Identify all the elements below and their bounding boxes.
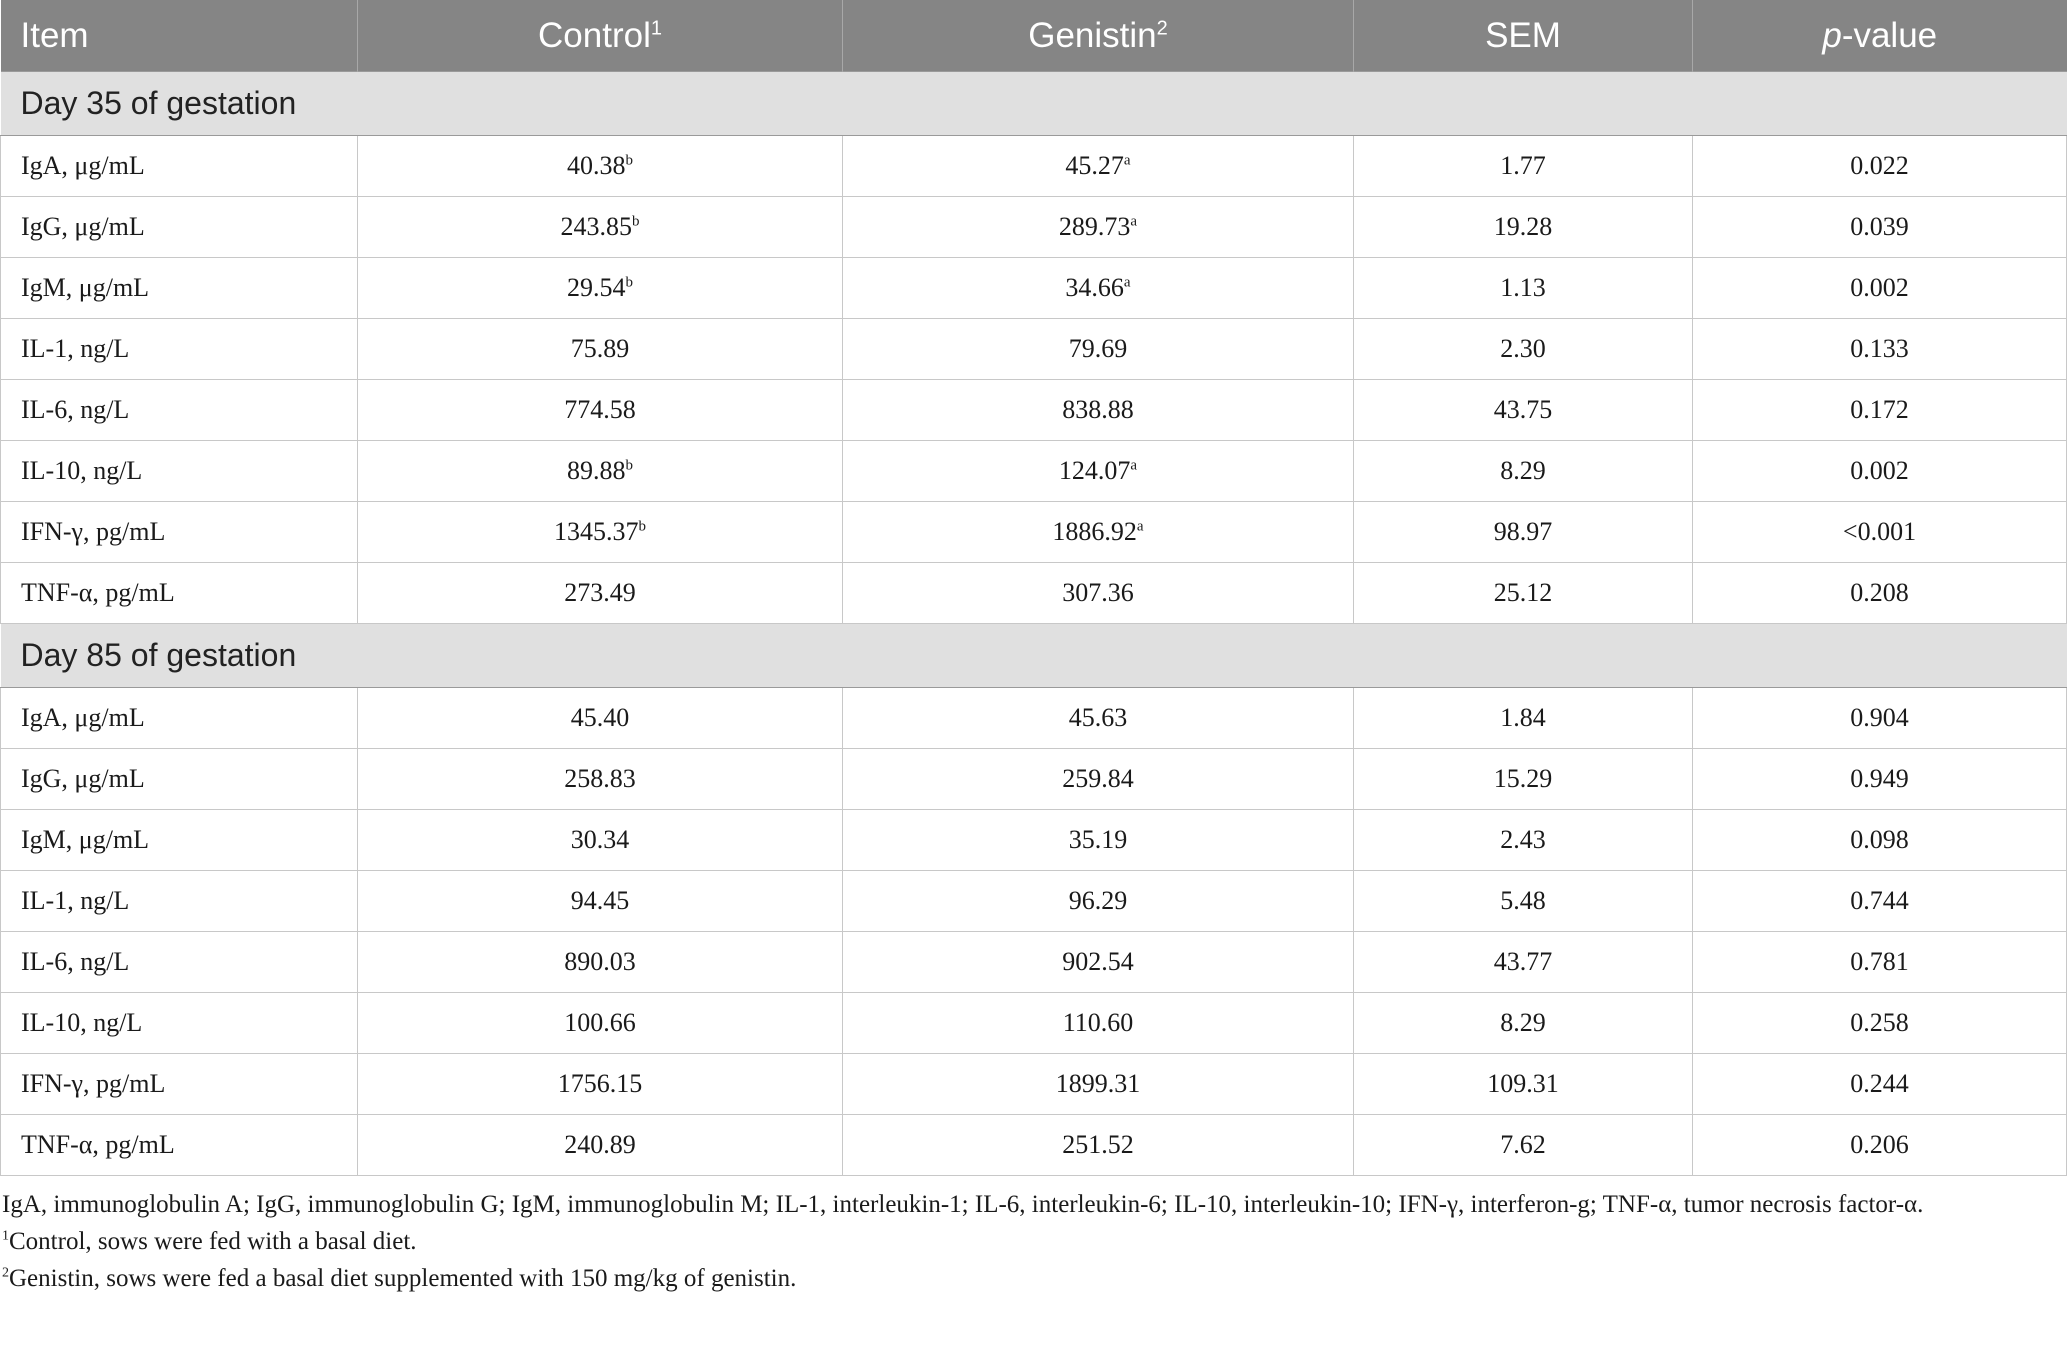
table-row <box>1 932 2067 993</box>
cell-sem: 2.30 <box>1354 319 1693 380</box>
cell-control-value: 890.03 <box>564 947 636 976</box>
cell-item: IgA, μg/mL <box>1 688 358 749</box>
section-row <box>1 72 2067 136</box>
cell-genistin-value: 259.84 <box>1062 764 1134 793</box>
cell-genistin <box>843 380 1354 441</box>
cell-item: TNF-α, pg/mL <box>1 1115 358 1176</box>
section-row <box>1 624 2067 688</box>
table-row <box>1 749 2067 810</box>
cell-control-value: 258.83 <box>564 764 636 793</box>
cell-genistin-value: 251.52 <box>1062 1130 1134 1159</box>
cell-control-value: 240.89 <box>564 1130 636 1159</box>
cell-genistin-value: 35.19 <box>1068 825 1128 854</box>
cell-p-value: 0.244 <box>1693 1054 2067 1115</box>
cell-item: IL-6, ng/L <box>1 932 358 993</box>
cell-genistin-superscript: a <box>1130 457 1138 474</box>
header-control <box>358 0 843 72</box>
cell-item: IFN-γ, pg/mL <box>1 502 358 563</box>
cell-genistin <box>843 319 1354 380</box>
cell-genistin-superscript: a <box>1123 152 1131 169</box>
cell-genistin-value: 1886.92 <box>1052 517 1137 546</box>
cell-p-value: 0.258 <box>1693 993 2067 1054</box>
footnote-1-text: Control, sows were fed with a basal diet. <box>9 1228 417 1255</box>
cell-control-value: 40.38 <box>567 151 626 180</box>
table-row <box>1 441 2067 502</box>
cell-genistin <box>843 688 1354 749</box>
cell-sem: 98.97 <box>1354 502 1693 563</box>
cell-genistin-value: 838.88 <box>1062 395 1134 424</box>
table-row <box>1 563 2067 624</box>
cell-item: IgM, μg/mL <box>1 810 358 871</box>
cell-control-value: 75.89 <box>570 334 630 363</box>
cell-genistin <box>843 563 1354 624</box>
cell-sem: 1.84 <box>1354 688 1693 749</box>
cell-control-superscript: b <box>625 152 633 169</box>
table-header <box>1 0 2067 72</box>
cell-item: IL-10, ng/L <box>1 993 358 1054</box>
cell-p-value: 0.744 <box>1693 871 2067 932</box>
table-row <box>1 258 2067 319</box>
table-row <box>1 502 2067 563</box>
cell-item: TNF-α, pg/mL <box>1 563 358 624</box>
header-p-value <box>1693 0 2067 72</box>
cell-control-superscript: b <box>625 457 633 474</box>
cell-control-value: 100.66 <box>564 1008 636 1037</box>
cell-genistin <box>843 502 1354 563</box>
table-row <box>1 136 2067 197</box>
section-title: Day 85 of gestation <box>1 624 2067 688</box>
cell-genistin-value: 34.66 <box>1065 273 1124 302</box>
cell-sem: 15.29 <box>1354 749 1693 810</box>
cell-control <box>358 1054 843 1115</box>
table-row <box>1 993 2067 1054</box>
footnote-2 <box>2 1260 2042 1297</box>
cell-item: IL-10, ng/L <box>1 441 358 502</box>
cell-genistin <box>843 441 1354 502</box>
cell-sem: 5.48 <box>1354 871 1693 932</box>
header-genistin-footnote: 2 <box>1156 16 1168 39</box>
cell-sem: 7.62 <box>1354 1115 1693 1176</box>
cell-genistin-value: 124.07 <box>1058 456 1131 485</box>
cell-genistin-superscript: a <box>1123 274 1131 291</box>
table-row <box>1 871 2067 932</box>
cell-control <box>358 688 843 749</box>
cell-genistin <box>843 1054 1354 1115</box>
cell-sem: 43.77 <box>1354 932 1693 993</box>
cell-control-value: 30.34 <box>570 825 630 854</box>
cell-control <box>358 563 843 624</box>
cell-control <box>358 871 843 932</box>
cell-control <box>358 258 843 319</box>
cell-genistin <box>843 871 1354 932</box>
cell-control-superscript: b <box>625 274 633 291</box>
cell-control-value: 89.88 <box>567 456 626 485</box>
cell-genistin-superscript: a <box>1130 213 1138 230</box>
cell-item: IgG, μg/mL <box>1 197 358 258</box>
cell-p-value: 0.133 <box>1693 319 2067 380</box>
table-row <box>1 688 2067 749</box>
cell-genistin-value: 110.60 <box>1062 1008 1134 1037</box>
cell-item: IgA, μg/mL <box>1 136 358 197</box>
cell-control-value: 1756.15 <box>557 1069 643 1098</box>
cell-item: IgM, μg/mL <box>1 258 358 319</box>
cell-item: IL-6, ng/L <box>1 380 358 441</box>
cell-genistin-value: 45.27 <box>1065 151 1124 180</box>
cell-genistin-superscript: a <box>1136 518 1144 535</box>
cell-control-value: 94.45 <box>570 886 630 915</box>
footnote-2-marker: 2 <box>2 1265 9 1281</box>
cell-item: IL-1, ng/L <box>1 871 358 932</box>
cell-item: IgG, μg/mL <box>1 749 358 810</box>
header-genistin-label: Genistin <box>1028 15 1157 55</box>
cell-p-value: 0.206 <box>1693 1115 2067 1176</box>
header-genistin <box>843 0 1354 72</box>
cell-control-value: 273.49 <box>564 578 636 607</box>
cell-control-value: 1345.37 <box>554 517 639 546</box>
header-sem <box>1354 0 1693 72</box>
cell-genistin <box>843 1115 1354 1176</box>
table-row <box>1 319 2067 380</box>
cell-genistin-value: 307.36 <box>1062 578 1134 607</box>
cell-sem: 43.75 <box>1354 380 1693 441</box>
header-p-italic: p <box>1822 15 1842 55</box>
cell-sem: 1.77 <box>1354 136 1693 197</box>
cell-p-value: 0.949 <box>1693 749 2067 810</box>
table-row <box>1 197 2067 258</box>
table-row <box>1 1115 2067 1176</box>
cell-genistin <box>843 197 1354 258</box>
cell-p-value: 0.039 <box>1693 197 2067 258</box>
cell-p-value: 0.172 <box>1693 380 2067 441</box>
header-item <box>1 0 358 72</box>
cell-genistin-value: 96.29 <box>1068 886 1128 915</box>
cell-sem: 25.12 <box>1354 563 1693 624</box>
header-control-label: Control <box>538 15 651 55</box>
header-p-rest: -value <box>1841 15 1938 55</box>
cell-p-value: 0.208 <box>1693 563 2067 624</box>
footnote-abbreviations: IgA, immunoglobulin A; IgG, immunoglobulin G; IgM, immunoglobulin M; IL-1, interleukin-1; IL-6, interleukin-6; IL-10, interleukin-10; IFN-γ, interferon-g; TNF-α, tumor necrosis factor-α. <box>2 1191 1924 1218</box>
cell-control <box>358 502 843 563</box>
header-row <box>1 0 2067 72</box>
cell-control <box>358 319 843 380</box>
cell-control <box>358 197 843 258</box>
cell-control <box>358 749 843 810</box>
cell-control <box>358 380 843 441</box>
cell-control-value: 29.54 <box>567 273 626 302</box>
header-control-footnote: 1 <box>650 16 662 39</box>
cell-control-superscript: b <box>632 213 640 230</box>
cell-p-value: 0.098 <box>1693 810 2067 871</box>
table-body <box>1 72 2067 1176</box>
cell-sem: 8.29 <box>1354 441 1693 502</box>
cell-p-value: 0.002 <box>1693 441 2067 502</box>
cell-sem: 8.29 <box>1354 993 1693 1054</box>
cell-control <box>358 136 843 197</box>
cell-genistin <box>843 749 1354 810</box>
cell-control <box>358 1115 843 1176</box>
cell-sem: 2.43 <box>1354 810 1693 871</box>
cell-p-value: 0.781 <box>1693 932 2067 993</box>
cell-p-value: 0.904 <box>1693 688 2067 749</box>
section-title: Day 35 of gestation <box>1 72 2067 136</box>
table-footnotes <box>0 1186 2042 1297</box>
cell-control-value: 243.85 <box>560 212 632 241</box>
cell-genistin-value: 289.73 <box>1058 212 1131 241</box>
header-item-label: Item <box>20 15 89 55</box>
cell-genistin <box>843 993 1354 1054</box>
table-row <box>1 810 2067 871</box>
footnote-1 <box>2 1223 2042 1260</box>
cell-genistin-value: 79.69 <box>1068 334 1128 363</box>
cell-control <box>358 932 843 993</box>
cell-genistin-value: 1899.31 <box>1055 1069 1141 1098</box>
cell-genistin <box>843 258 1354 319</box>
cell-control <box>358 993 843 1054</box>
footnote-1-marker: 1 <box>2 1228 9 1244</box>
cell-genistin <box>843 810 1354 871</box>
cell-p-value: 0.022 <box>1693 136 2067 197</box>
cell-sem: 19.28 <box>1354 197 1693 258</box>
cell-control <box>358 810 843 871</box>
cell-p-value: <0.001 <box>1693 502 2067 563</box>
table-row <box>1 1054 2067 1115</box>
table-row <box>1 380 2067 441</box>
cell-genistin-value: 902.54 <box>1062 947 1134 976</box>
cell-p-value: 0.002 <box>1693 258 2067 319</box>
cell-genistin <box>843 932 1354 993</box>
cell-sem: 109.31 <box>1354 1054 1693 1115</box>
cell-genistin <box>843 136 1354 197</box>
cell-control-superscript: b <box>638 518 646 535</box>
cell-item: IL-1, ng/L <box>1 319 358 380</box>
cell-control-value: 45.40 <box>570 703 630 732</box>
cell-sem: 1.13 <box>1354 258 1693 319</box>
cell-item: IFN-γ, pg/mL <box>1 1054 358 1115</box>
header-sem-label: SEM <box>1485 15 1561 55</box>
cell-control-value: 774.58 <box>564 395 636 424</box>
footnote-2-text: Genistin, sows were fed a basal diet supplemented with 150 mg/kg of genistin. <box>9 1265 797 1292</box>
cell-control <box>358 441 843 502</box>
cell-genistin-value: 45.63 <box>1068 703 1128 732</box>
